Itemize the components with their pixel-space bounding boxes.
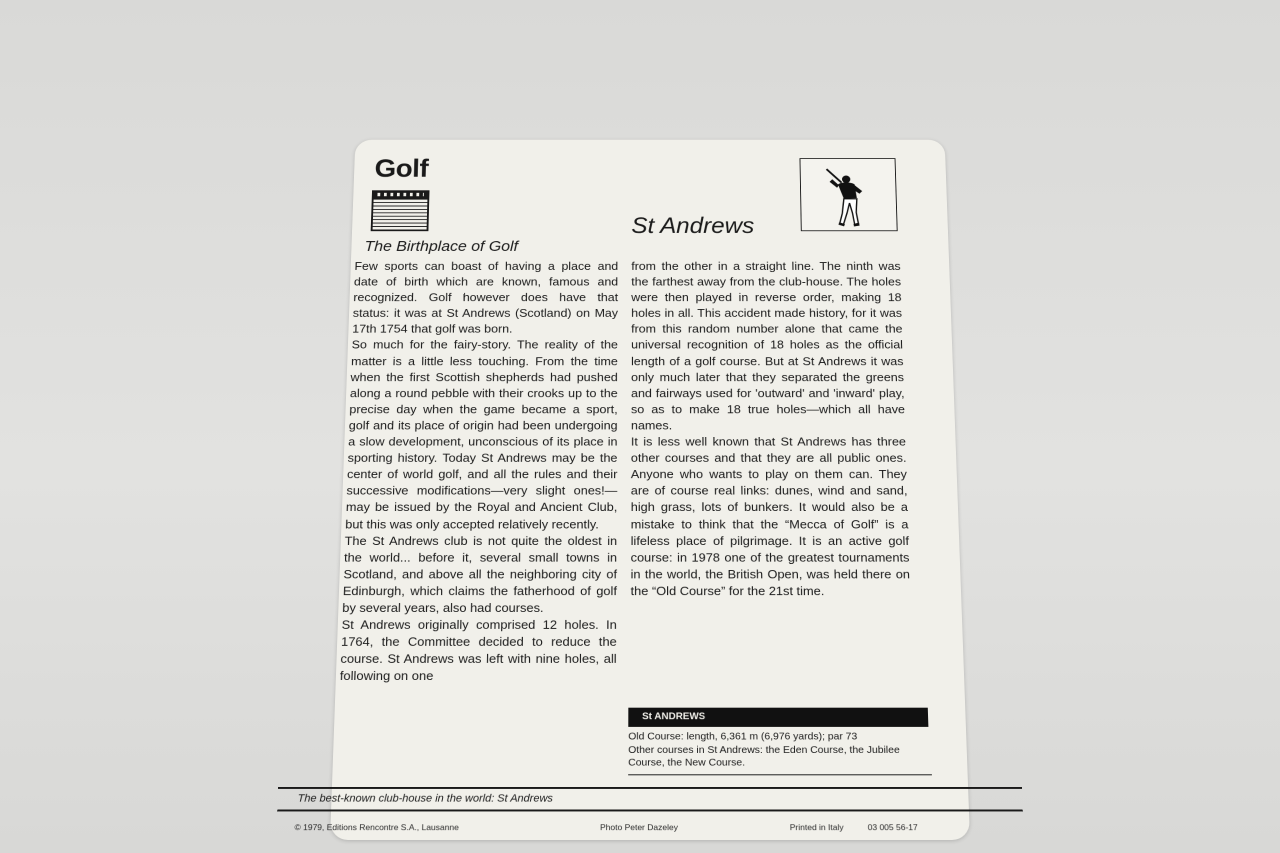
article-subtitle: The Birthplace of Golf <box>364 238 519 255</box>
photo-credit: Photo Peter Dazeley <box>600 822 678 833</box>
info-line: Other courses in St Andrews: the Eden Course, the Jubilee Course, the New Course. <box>628 743 900 769</box>
sport-card <box>294 140 970 840</box>
photo-caption: The best-known club-house in the world: St Andrews <box>297 792 553 805</box>
info-box-heading: St ANDREWS <box>628 708 928 727</box>
left-text-column <box>340 259 619 685</box>
divider <box>628 774 932 775</box>
paragraph: So much for the fairy-story. The reality of the matter is a little less touching. From the time when the first Scottish shepherds had pushed along a round pebble with their crooks up to the precise day when the game became a sport, golf and its place of origin had been undergoing a slow development, unconscious of its place in sporting history. Today St Andrews may be the center of world golf, and all the rules and their successive modifications—very slight ones!—may be issued by the Royal and Ancient Club, but this was only accepted relatively recently. <box>345 338 618 531</box>
golfer-icon <box>800 158 898 231</box>
printed-in: Printed in Italy <box>789 822 844 833</box>
paragraph: The St Andrews club is not quite the oldest in the world... before it, several small towns in Scotland, and above all the neighboring city of Edinburgh, which claims the fatherhood of golf by several years, also had courses. <box>342 533 618 615</box>
sport-title: Golf <box>374 154 429 183</box>
divider <box>277 809 1023 810</box>
info-line: Old Course: length, 6,361 m (6,976 yards); par 73 <box>628 730 858 743</box>
info-box <box>628 731 930 770</box>
paragraph: St Andrews originally comprised 12 holes. In 1764, the Committee decided to reduce the course. St Andrews was left with nine holes, all following on one <box>339 617 617 684</box>
paragraph: Few sports can boast of having a place and date of birth which are known, famous and recognized. Golf however does have that status: it was at St Andrews (Scotland) on May 17th 1754 that golf was born. <box>352 259 619 336</box>
paragraph: It is less well known that St Andrews has three other courses and that they are all public ones. Anyone who wants to play on them can. They are of course real links: dunes, wind and sand, high grass, lots of bunkers. It would also be a mistake to think that the “Mecca of Golf” is a lifeless place of pilgrimage. It is an active golf course: in 1978 one of the greatest tournaments in the world, the British Open, was held there on the “Old Course” for the 21st time. <box>630 434 911 598</box>
paragraph: from the other in a straight line. The ninth was the farthest away from the club-house. The holes were then played in reverse order, making 18 holes in all. This accident made history, for it was from this random number alone that came the universal recognition of 18 holes as the official length of a golf course. But at St Andrews it was only much later that they separated the greens and fairways used for 'outward' and 'inward' play, so as to make 18 true holes—which all have names. <box>630 259 906 433</box>
place-title: St Andrews <box>631 212 755 239</box>
right-text-column <box>631 259 911 600</box>
flag-icon <box>371 190 430 231</box>
copyright-text: © 1979, Editions Rencontre S.A., Lausanne <box>294 822 459 833</box>
card-code: 03 005 56-17 <box>867 822 918 833</box>
divider <box>278 787 1022 788</box>
